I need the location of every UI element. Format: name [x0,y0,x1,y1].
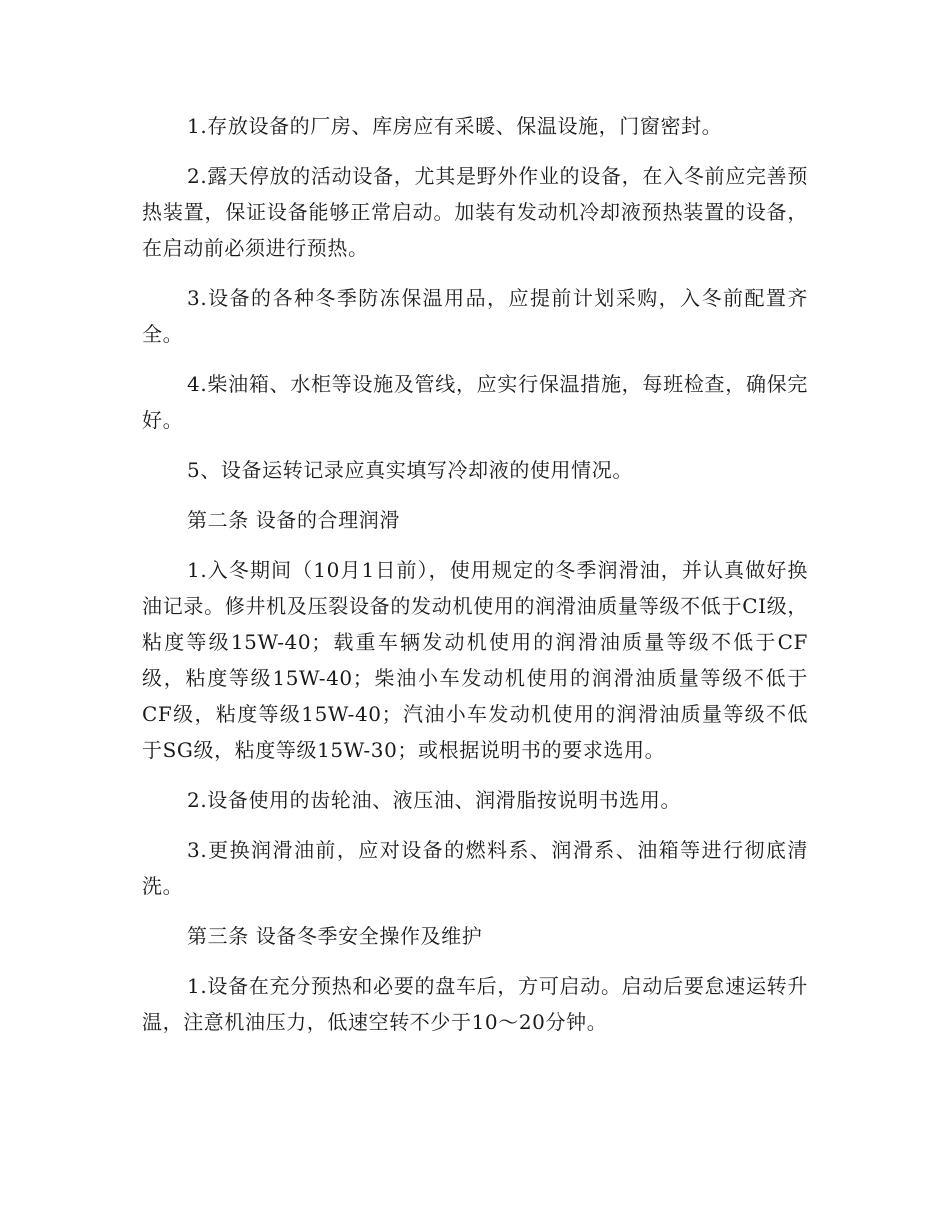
section-heading-article-2: 第二条 设备的合理润滑 [187,508,400,532]
paragraph-2: 2.露天停放的活动设备，尤其是野外作业的设备，在入冬前应完善预热装置，保证设备能够正常启动。加装有发动机冷却液预热装置的设备，在启动前必须进行预热。 [142,164,808,260]
paragraph-lubrication-2: 2.设备使用的齿轮油、液压油、润滑脂按说明书选用。 [187,788,682,812]
paragraph-4: 4.柴油箱、水柜等设施及管线，应实行保温措施，每班检查，确保完好。 [142,372,808,432]
paragraph-lubrication-1: 1.入冬期间（10月1日前），使用规定的冬季润滑油，并认真做好换油记录。修井机及压裂设备的发动机使用的润滑油质量等级不低于CI级，粘度等级15W-40；载重车辆发动机使用的润滑油质量等级不低于CF级，粘度等级15W-40；柴油小车发动机使用的润滑油质量等级不低于CF级，粘度等级15W-40；汽油小车发动机使用的润滑油质量等级不低于SG级，粘度等级15W-30；或根据说明书的要求选用。 [142,558,808,762]
paragraph-1: 1.存放设备的厂房、库房应有采暖、保温设施，门窗密封。 [187,114,723,138]
paragraph-3: 3.设备的各种冬季防冻保温用品，应提前计划采购，入冬前配置齐全。 [142,286,808,346]
paragraph-lubrication-3: 3.更换润滑油前，应对设备的燃料系、润滑系、油箱等进行彻底清洗。 [142,838,808,898]
document-body [142,108,808,1054]
paragraph-operation-1: 1.设备在充分预热和必要的盘车后，方可启动。启动后要怠速运转升温，注意机油压力，低速空转不少于10～20分钟。 [142,974,808,1034]
paragraph-5: 5、设备运转记录应真实填写冷却液的使用情况。 [187,458,633,482]
section-heading-article-3: 第三条 设备冬季安全操作及维护 [187,924,483,948]
